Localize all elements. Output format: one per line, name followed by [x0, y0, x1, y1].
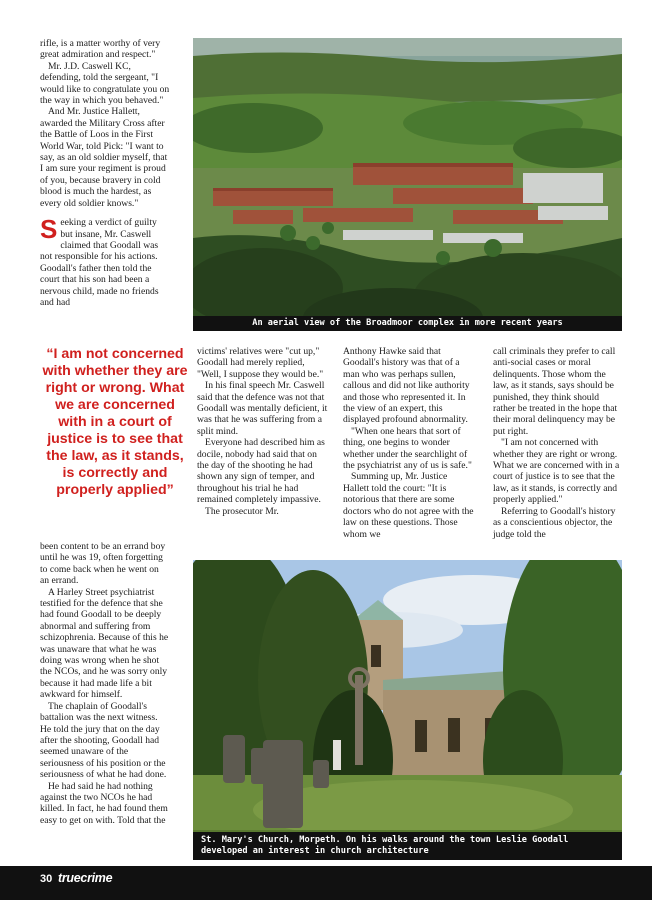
aerial-photo-image	[193, 38, 622, 330]
column-4	[493, 346, 623, 540]
paragraph: call criminals they prefer to call anti-social cases or moral delinquents. Those whom the law, as it stands, says should be punished, they think should rather be treated in the hope that their moral delinquency may be put right.	[493, 346, 618, 437]
paragraph: In his final speech Mr. Caswell said that the defence was not that Goodall was mentally deficient, it was that he was suffering from a split mind.	[197, 380, 328, 437]
drop-cap: S	[40, 214, 58, 245]
paragraph: rifle, is a matter worthy of very great admiration and respect."	[40, 38, 161, 61]
paragraph: Anthony Hawke said that Goodall's history was that of a man who was perhaps sullen, callous and did not like authority and those who represented it. In the view of an expert, this displayed profound abnormality.	[343, 346, 470, 426]
paragraph: Referring to Goodall's history as a conscientious objector, the judge told the	[493, 505, 616, 540]
church-photo-image	[193, 560, 622, 856]
pull-quote: “I am not concerned with whether they are right or wrong. What we are concerned with in a court of justice is to see that the law, as it stands, is correctly and properly applied”	[42, 346, 188, 498]
paragraph: And Mr. Justice Hallett, awarded the Military Cross after the Battle of Loos in the First World War, told Pick: "I want to say, as an old soldier myself, that I am sure your regiment is proud of you, because bravery in cold blood is much the hardest, as every old soldier knows."	[40, 106, 168, 209]
paragraph: Everyone had described him as docile, nobody had said that on the day of the shooting he had shown any sign of temper, and throughout his trial he had remained completely impassive.	[197, 437, 325, 506]
paragraph: The chaplain of Goodall's battalion was the next witness. He told the jury that on the day after the shooting, Goodall had seemed unaware of the seriousness of his position or the seriousness of what he had done.	[40, 700, 167, 781]
column-3	[343, 346, 475, 540]
church-photo-caption: St. Mary's Church, Morpeth. On his walks around the town Leslie Goodall developed an interest in church architecture	[193, 832, 622, 860]
paragraph: Summing up, Mr. Justice Hallett told the court: "It is notorious that there are some doctors who do not agree with the law on these questions. Those whom we	[343, 471, 474, 540]
column-1-top	[40, 38, 170, 308]
paragraph: victims' relatives were "cut up," Goodall had merely replied, "Well, I suppose they would be."	[197, 346, 324, 380]
paragraph: A Harley Street psychiatrist testified for the defence that she had found Goodall to be deeply abnormal and suffering from schizophrenia. Because of this he was unaware that what he was doing was wrong when he shot the NCOs, and he was sorry only because it had made life a bit awkward for himself.	[40, 586, 169, 701]
paragraph: He had said he had nothing against the two NCOs he had killed. In fact, he had found them easy to get on with. Told that the	[40, 780, 168, 826]
aerial-photo-caption: An aerial view of the Broadmoor complex in more recent years	[193, 316, 622, 331]
column-1-bottom	[40, 541, 170, 826]
paragraph: been content to be an errand boy until he was 19, often forgetting to come back when he went on an errand.	[40, 541, 166, 587]
paragraph: "I am not concerned with whether they are right or wrong. What we are concerned with in a court of justice is to see that the law, as it stands, is correctly and properly applied."	[493, 437, 620, 506]
aerial-photo	[193, 38, 622, 330]
paragraph: Mr. J.D. Caswell KC, defending, told the sergeant, "I would like to congratulate you on the way in which you behaved."	[40, 60, 170, 107]
paragraph: The prosecutor Mr.	[205, 505, 279, 517]
paragraph-text: eeking a verdict of guilty but insane, Mr. Caswell claimed that Goodall was not responsible for his actions. Goodall's father then told the court that his son had been a nervous child, made no friends and had	[40, 217, 159, 308]
paragraph	[40, 214, 170, 308]
paragraph: "When one hears that sort of thing, one begins to wonder whether under the searchlight of the psychiatrist any of us is safe."	[343, 425, 472, 472]
church-photo	[193, 560, 622, 856]
column-2	[197, 346, 329, 517]
magazine-brand: truecrime	[58, 871, 113, 885]
page-number: 30	[40, 873, 53, 885]
